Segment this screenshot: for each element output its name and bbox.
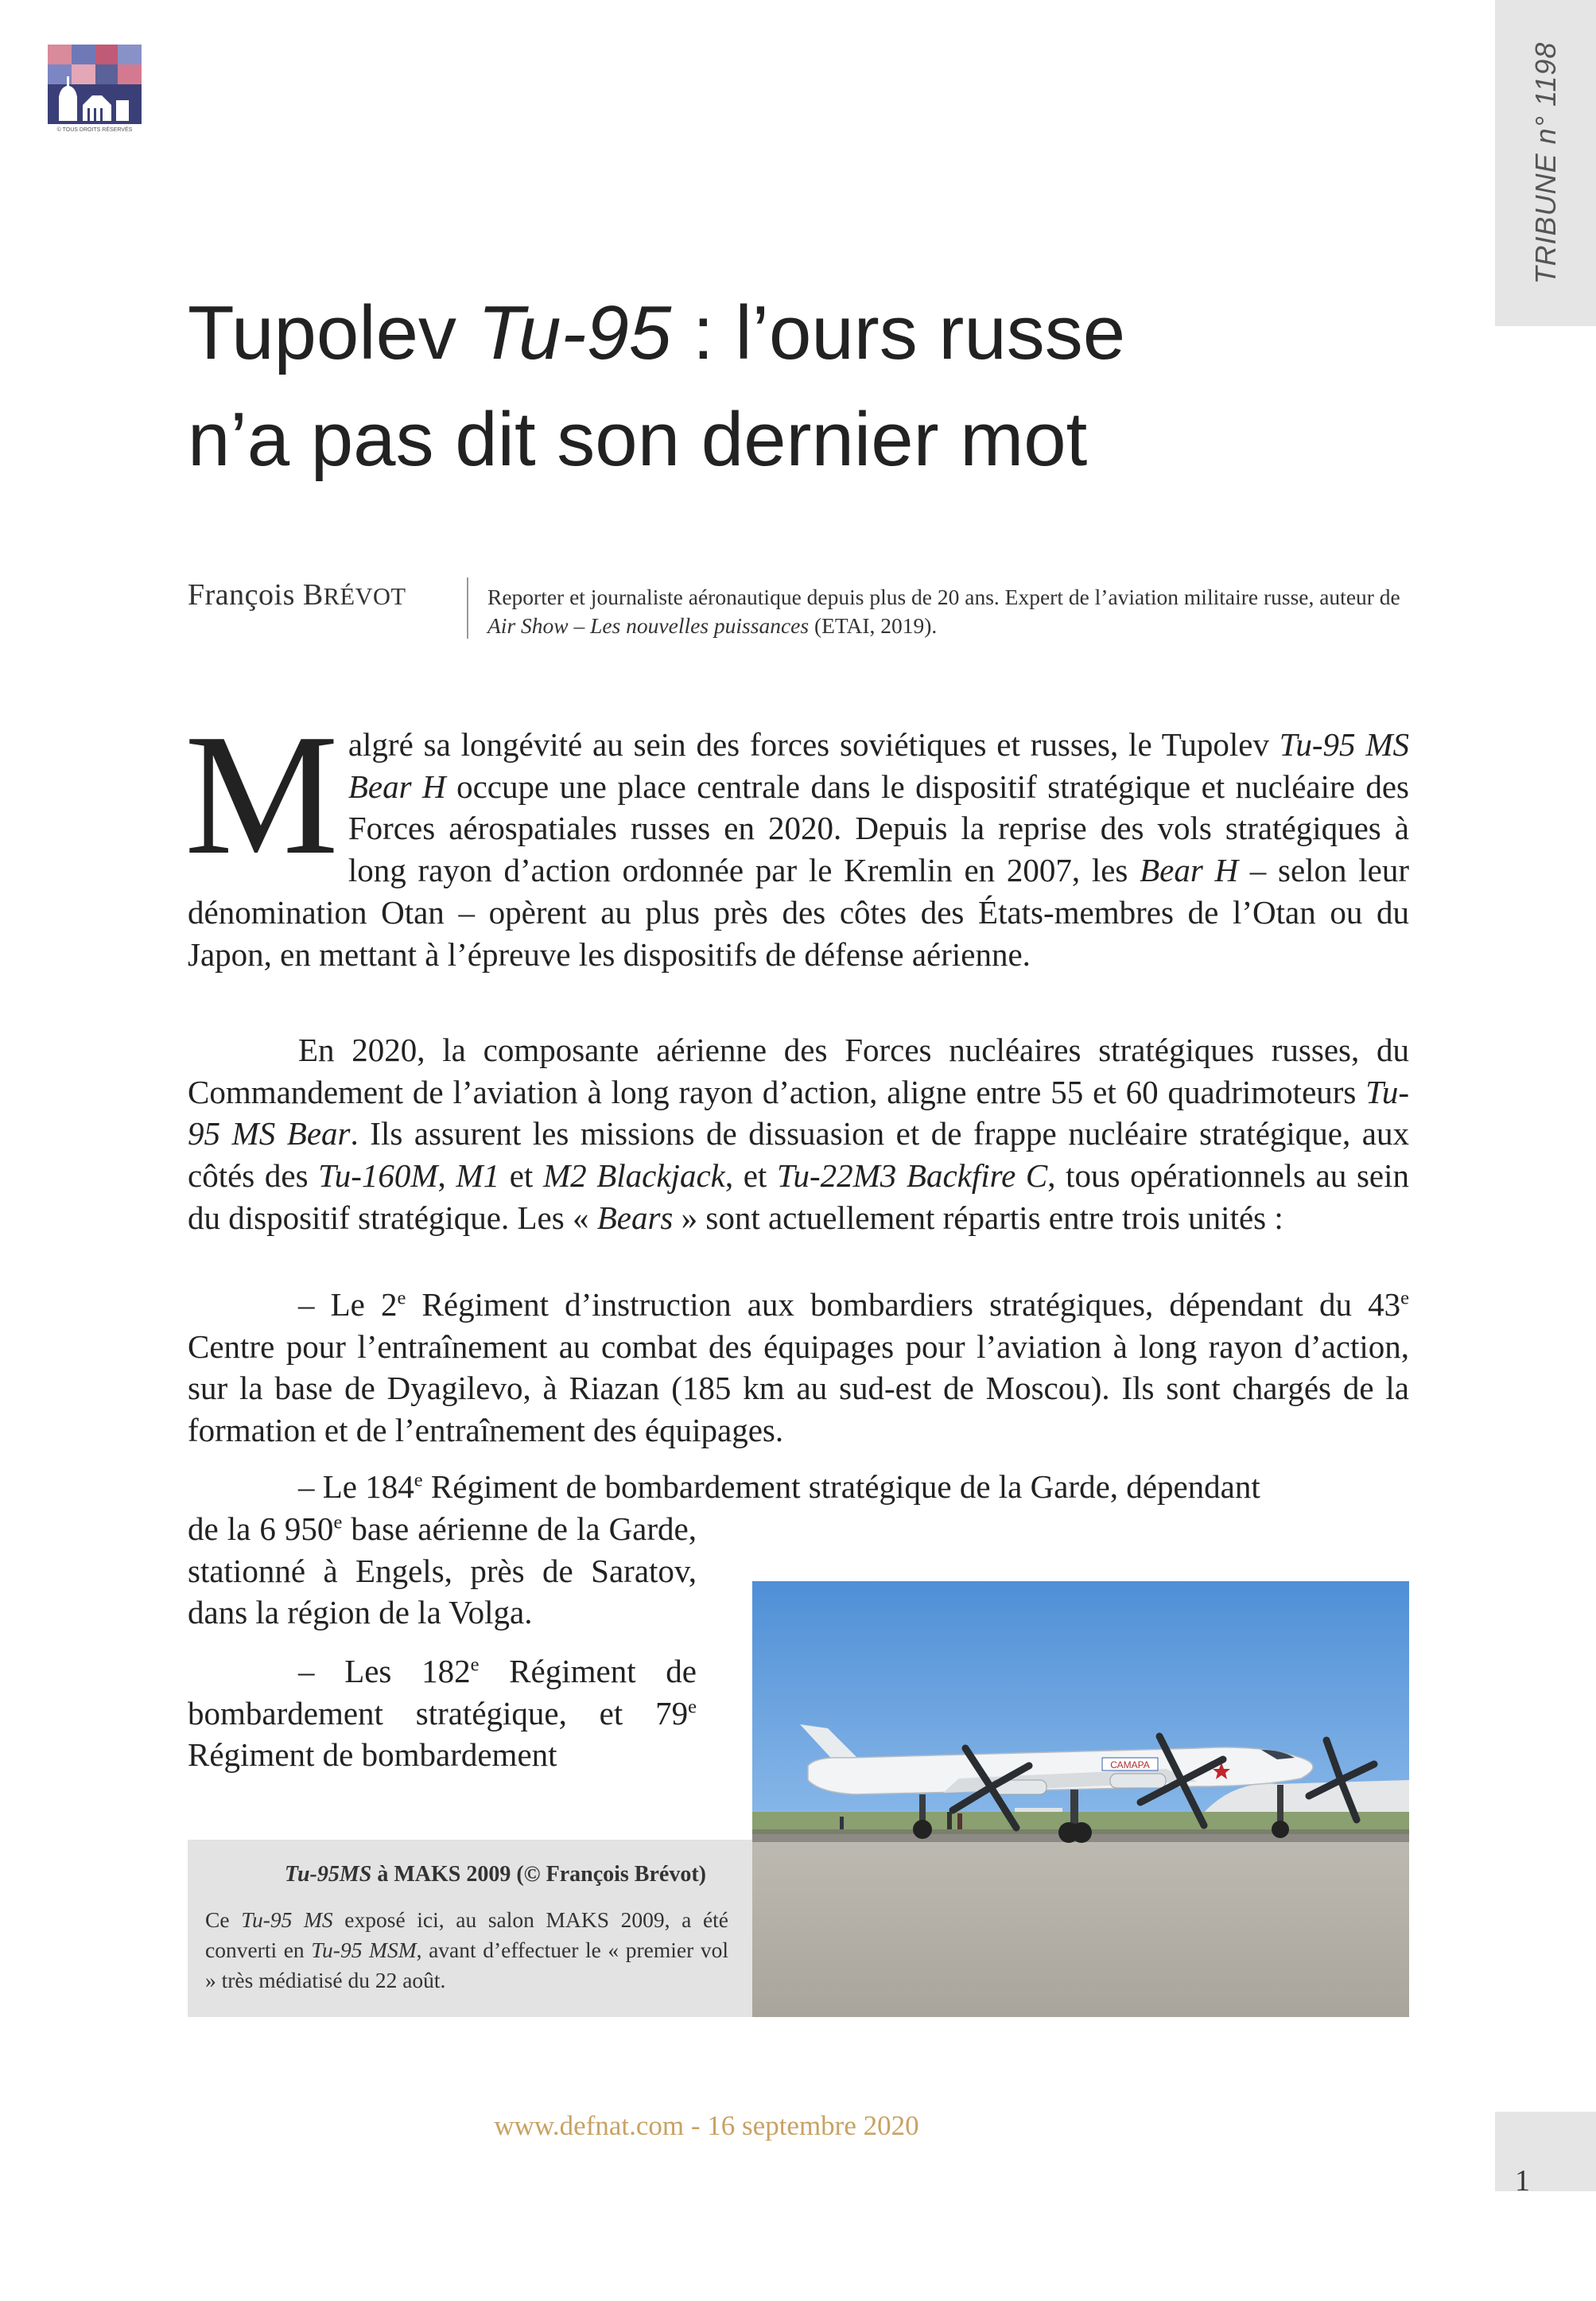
aircraft-photo — [752, 1581, 1409, 2017]
page-tab — [1495, 2112, 1596, 2191]
dropcap: M — [184, 699, 339, 891]
paragraph-unit-3: – Les 182e Régiment de bombardement stratégique, et 79e Régiment de bombardement — [188, 1653, 697, 1774]
page-title: Tupolev Tu-95 : l’ours russe n’a pas dit son dernier mot — [188, 290, 1126, 482]
paragraph-intro: Malgré sa longévité au sein des forces soviétiques et russes, le Tupolev Tu-95 MS Bear H occupe une place centrale dans le dispositif stratégique et nucléaire des Forces aérospatiales russes en 2020. Depuis la reprise des vols stratégiques à long rayon d’action ordonnée par le Kremlin en 2007, les Bear H – selon leur dénomination Otan – opèrent au plus près des côtes des États-membres de l’Otan ou du Japon, en mettant à l’épreuve les dispositifs de défense aérienne. — [184, 699, 1409, 973]
paragraph-unit-2-line1: – Le 184e Régiment de bombardement stratégique de la Garde, dépendant — [298, 1468, 1260, 1505]
paragraph-unit-1: – Le 2e Régiment d’instruction aux bombardiers stratégiques, dépendant du 43e Centre pour l’entraînement au combat des équipages pour l’aviation à long rayon d’action, sur la base de Dyagilevo, à Riazan (185 km au sud-est de Moscou). Ils sont chargés de la formation et de l’entraînement des équipages. — [188, 1286, 1409, 1449]
paragraph-composition: En 2020, la composante aérienne des Forces nucléaires stratégiques russes, du Commandement de l’aviation à long rayon d’action, aligne entre 55 et 60 quadrimoteurs Tu-95 MS Bear. Ils assurent les missions de dissuasion et de frappe nucléaire stratégique, aux côtés des Tu-160M, M1 et M2 Blackjack, et Tu-22M3 Backfire C, tous opérationnels au sein du dispositif stratégique. Les « Bears » sont actuellement répartis entre trois unités : — [188, 1032, 1410, 1236]
author-separator — [467, 577, 468, 639]
logo-caption: © TOUS DROITS RÉSERVÉS — [56, 127, 133, 133]
page-number: 1 — [1515, 2164, 1530, 2198]
paragraph-unit-2-rest: de la 6 950e base aérienne de la Garde, stationné à Engels, près de Saratov, dans la région de la Volga. — [188, 1510, 697, 1631]
caption-title: Tu-95MS à MAKS 2009 (© François Brévot) — [284, 1862, 706, 1887]
aircraft-marking: САМАРА — [1110, 1759, 1150, 1770]
defnat-logo — [48, 45, 142, 140]
tribune-label: TRIBUNE n° 1198 — [1528, 41, 1562, 285]
author-bio: Reporter et journaliste aéronautique depuis plus de 20 ans. Expert de l’aviation militaire russe, auteur de Air Show – Les nouvelles puissances (ETAI, 2019). — [487, 585, 1400, 638]
caption-text: Ce Tu-95 MS exposé ici, au salon MAKS 2009, a été converti en Tu-95 MSM, avant d’effectuer le « premier vol » très médiatisé du 22 août. — [205, 1907, 729, 1992]
author-name: François BRÉVOT — [188, 578, 406, 612]
footer: www.defnat.com - 16 septembre 2020 — [494, 2110, 919, 2141]
